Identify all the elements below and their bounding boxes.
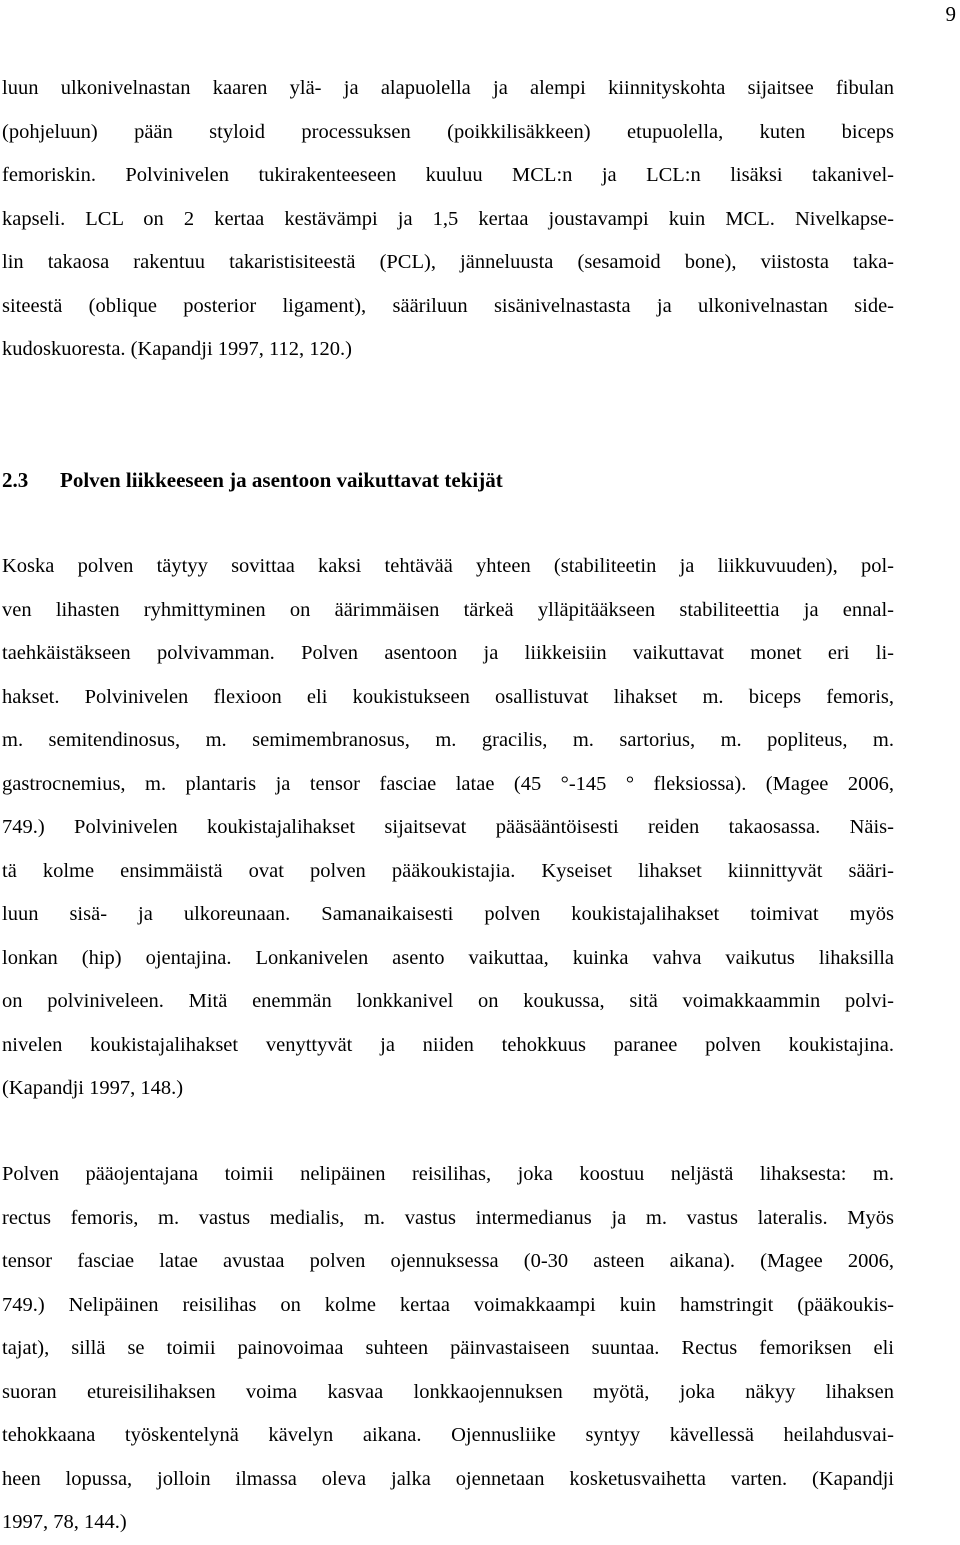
section-title: Polven liikkeeseen ja asentoon vaikuttavat tekijät [60,468,503,492]
text-line: lin takaosa rakentuu takaristisiteestä (PCL), jänneluusta (sesamoid bone), viistosta taka- [2,251,894,273]
text-line: tajat), sillä se toimii painovoimaa suhteen päinvastaiseen suuntaa. Rectus femoriksen eli [2,1337,894,1359]
text-line: Koska polven täytyy sovittaa kaksi tehtävää yhteen (stabiliteetin ja liikkuvuuden), pol- [2,555,894,577]
text-line: siteestä (oblique posterior ligament), sääriluun sisänivelnastasta ja ulkonivelnastan side- [2,294,894,317]
text-line: m. semitendinosus, m. semimembranosus, m. gracilis, m. sartorius, m. popliteus, m. [2,729,894,751]
section-heading [2,458,503,502]
section-number: 2.3 [2,468,29,492]
text-line: tä kolme ensimmäistä ovat polven pääkoukistajia. Kyseiset lihakset kiinnittyvät sääri- [2,859,894,882]
text-line: ven lihasten ryhmittyminen on äärimmäisen tärkeä ylläpitääkseen stabiliteettia ja ennal- [2,598,894,621]
paragraph-extensors [2,1153,894,1545]
text-line: nivelen koukistajalihakset venyttyvät ja niiden tehokkuus paranee polven koukistajina. [2,1033,894,1056]
text-line: luun sisä- ja ulkoreunaan. Samanaikaisesti polven koukistajalihakset toimivat myös [2,903,894,925]
text-line: heen lopussa, jolloin ilmassa oleva jalka ojennetaan kosketusvaihetta varten. (Kapandji [2,1467,894,1490]
text-line: gastrocnemius, m. plantaris ja tensor fasciae latae (45 °-145 ° fleksiossa). (Magee 2006, [2,772,894,795]
text-line: 749.) Polvinivelen koukistajalihakset sijaitsevat pääsääntöisesti reiden takaosassa. Näis- [2,816,894,838]
text-line: (pohjeluun) pään styloid processuksen (poikkilisäkkeen) etupuolella, kuten biceps [2,120,894,143]
text-line: tensor fasciae latae avustaa polven ojennuksessa (0-30 asteen aikana). (Magee 2006, [2,1250,894,1272]
text-line: on polviniveleen. Mitä enemmän lonkkanivel on koukussa, sitä voimakkaammin polvi- [2,990,894,1012]
text-line: (Kapandji 1997, 148.) [2,1077,184,1099]
text-line: Polven pääojentajana toimii nelipäinen reisilihas, joka koostuu neljästä lihaksesta: m. [2,1163,894,1185]
text-line: hakset. Polvinivelen flexioon eli koukistukseen osallistuvat lihakset m. biceps femoris, [2,685,894,708]
text-line: femoriskin. Polvinivelen tukirakenteeseen kuuluu MCL:n ja LCL:n lisäksi takanivel- [2,164,894,186]
paragraph-flexors [2,545,894,1111]
text-line: kapseli. LCL on 2 kertaa kestävämpi ja 1,5 kertaa joustavampi kuin MCL. Nivelkapse- [2,207,894,230]
text-line: 749.) Nelipäinen reisilihas on kolme kertaa voimakkaampi kuin hamstringit (pääkoukis- [2,1293,894,1316]
page-number: 9 [945,2,956,26]
text-line: lonkan (hip) ojentajina. Lonkanivelen asento vaikuttaa, kuinka vahva vaikutus lihaksilla [2,946,894,969]
text-line: luun ulkonivelnastan kaaren ylä- ja alapuolella ja alempi kiinnityskohta sijaitsee fibulan [2,77,894,99]
paragraph-ligaments [2,67,894,372]
text-line: tehokkaana työskentelynä kävelyn aikana. Ojennusliike syntyy kävellessä heilahdusvai- [2,1424,894,1446]
text-line: kudoskuoresta. (Kapandji 1997, 112, 120.) [2,338,352,360]
text-line: taehkäistäkseen polvivamman. Polven asentoon ja liikkeisiin vaikuttavat monet eri li- [2,642,894,664]
text-line: rectus femoris, m. vastus medialis, m. vastus intermedianus ja m. vastus lateralis. Myös [2,1206,894,1229]
text-line: 1997, 78, 144.) [2,1511,127,1533]
text-line: suoran etureisilihaksen voima kasvaa lonkkaojennuksen myötä, joka näkyy lihaksen [2,1380,894,1403]
